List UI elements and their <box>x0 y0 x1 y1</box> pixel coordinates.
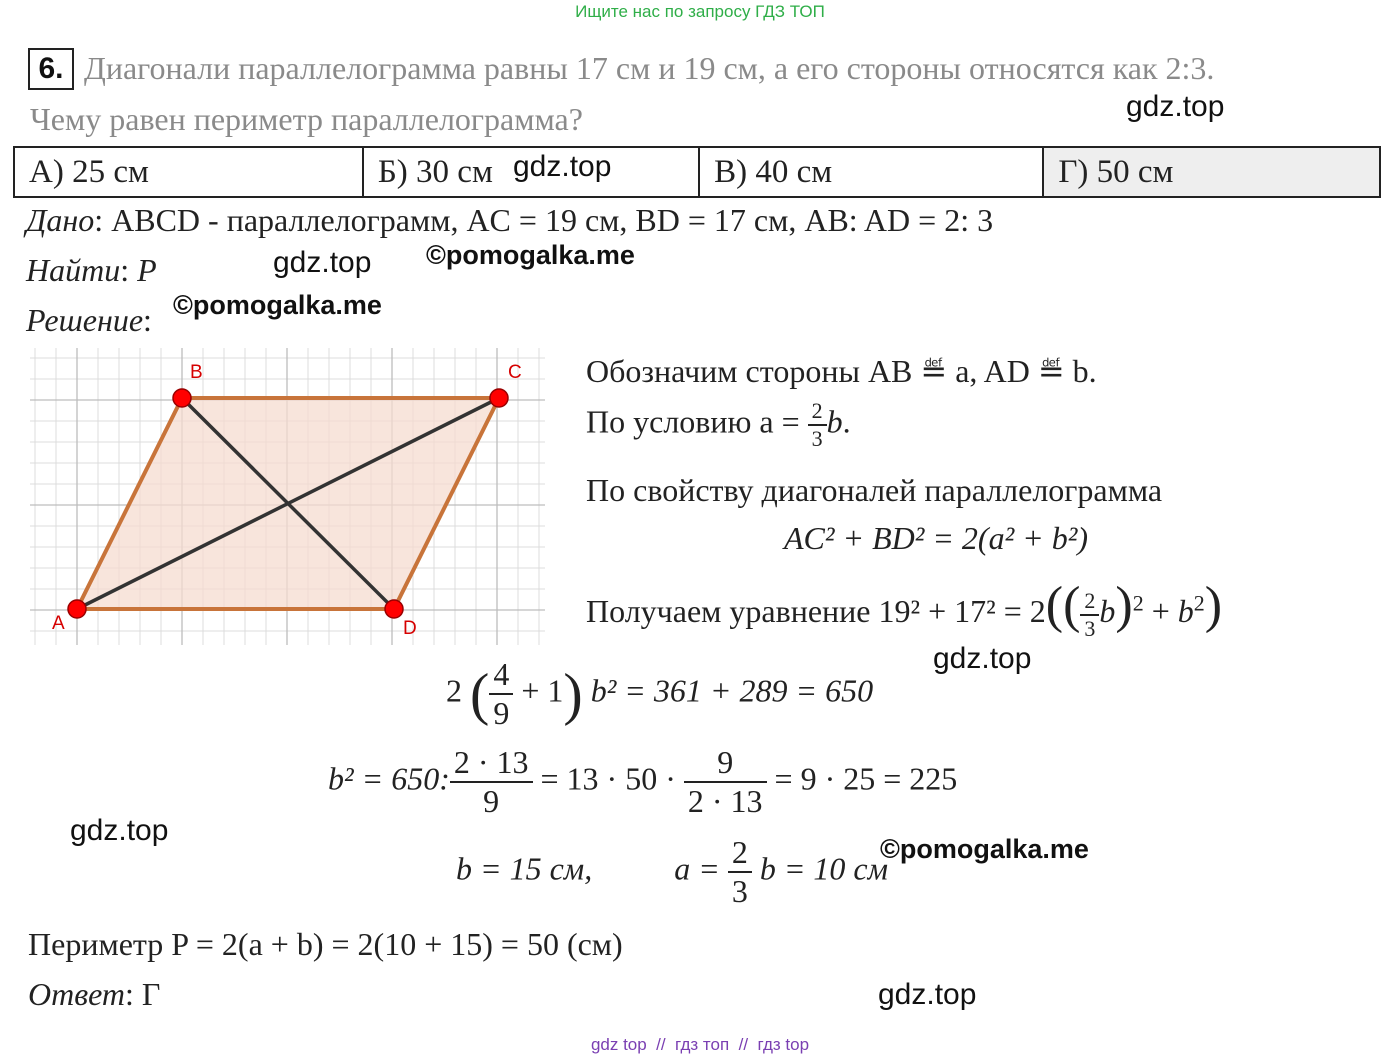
fraction-2-3-eq3: $\frac{2}{3}$ <box>728 834 752 910</box>
problem-line-2: Чему равен периметр параллелограмма? <box>30 101 583 137</box>
given-label: Дано <box>26 202 95 238</box>
equation-3 <box>456 834 888 910</box>
eq2-prefix: b² = 650: <box>328 760 450 797</box>
equation-1: 2 ( $\frac{4}{9}$ + 1) b² = 361 + 289 = 650 <box>446 656 874 731</box>
find-line: Найти: P <box>26 252 157 288</box>
given-line: Дано: ABCD - параллелограмм, AC = 19 см, BD = 17 см, AB: AD = 2: 3 <box>26 202 994 238</box>
point-a <box>68 600 86 618</box>
watermark-gdz: gdz.top <box>273 246 372 279</box>
point-c <box>490 389 508 407</box>
fraction-4-9: $\frac{4}{9}$ <box>489 656 513 732</box>
problem-number: 6. <box>28 48 74 90</box>
eq1-suffix: b² = 361 + 289 = 650 <box>590 672 874 709</box>
label-d: D <box>403 618 417 639</box>
eq1-prefix: 2 <box>446 672 462 709</box>
point-d <box>385 600 403 618</box>
watermark-gdz: gdz.top <box>933 642 1032 675</box>
equation-2 <box>328 744 957 820</box>
solution-label-line: Решение: <box>26 302 152 338</box>
answer-line: Ответ: Г <box>28 976 161 1012</box>
watermark-gdz: gdz.top <box>513 150 612 183</box>
answer-value: Г <box>141 976 161 1012</box>
step-equation-text: Получаем уравнение 19² + 17² = 2 <box>586 593 1046 629</box>
answer-option-a: А) 25 см <box>14 147 363 197</box>
eq3-b-value: b = 15 см, <box>456 850 593 887</box>
fraction-9-2x13: $\frac{9}{2 \cdot 13}$ <box>684 744 767 820</box>
eq2-suffix: = 9 · 25 = 225 <box>774 760 958 797</box>
step-property: По свойству диагоналей параллелограмма <box>586 472 1163 508</box>
answer-label: Ответ <box>28 976 125 1012</box>
point-b <box>173 389 191 407</box>
label-c: C <box>508 362 522 383</box>
perimeter-line: Периметр P = 2(a + b) = 2(10 + 15) = 50 (см) <box>28 926 623 962</box>
fraction-2-3b: $\frac{2}{3}$ <box>1080 588 1099 642</box>
answer-option-g: Г) 50 см <box>1043 147 1380 197</box>
find-label: Найти <box>26 252 121 288</box>
eq3-a-value: b = 10 см <box>759 850 889 887</box>
label-a: A <box>52 613 65 634</box>
fraction-2x13-9: $\frac{2 \cdot 13}{9}$ <box>450 744 533 820</box>
step-notation: Обозначим стороны AB ≝ a, AD ≝ b. <box>586 353 1097 389</box>
fraction-2-3: $\frac{2}{3}$ <box>808 398 827 452</box>
given-text: ABCD - параллелограмм, AC = 19 см, BD = 17 см, AB: AD = 2: 3 <box>111 202 994 238</box>
problem-line-1: Диагонали параллелограмма равны 17 см и 19 см, а его стороны относятся как 2:3. <box>84 50 1215 86</box>
step-formula: AC² + BD² = 2(a² + b²) <box>784 520 1089 556</box>
eq3-a-prefix: a = <box>674 850 720 887</box>
eq2-middle: = 13 · 50 · <box>540 760 676 797</box>
watermark-gdz: gdz.top <box>878 978 977 1011</box>
parallelogram-figure <box>30 348 545 645</box>
watermark-gdz: gdz.top <box>1126 90 1225 123</box>
answer-options-table <box>13 146 1381 198</box>
footer-text: gdz top // гдз топ // гдз top <box>590 1035 810 1054</box>
solution-label: Решение <box>26 302 144 338</box>
step-equation: Получаем уравнение 19² + 17² = 2(( $\frac{2}{3}$ $b)^2 + b^2$) <box>586 577 1223 641</box>
find-text: P <box>137 252 157 288</box>
watermark-pomogalka: ©pomogalka.me <box>880 834 1089 864</box>
step-condition: По условию a = $\frac{2}{3}$ b. <box>586 398 851 451</box>
step-condition-text: По условию a = <box>586 403 800 440</box>
watermark-pomogalka: ©pomogalka.me <box>173 290 382 320</box>
header-text: Ищите нас по запросу ГДЗ ТОП <box>575 2 825 21</box>
watermark-pomogalka: ©pomogalka.me <box>426 240 635 270</box>
watermark-gdz: gdz.top <box>70 814 169 847</box>
label-b: B <box>190 362 203 383</box>
answer-option-v: В) 40 см <box>699 147 1043 197</box>
answer-option-b: Б) 30 см <box>363 147 699 197</box>
